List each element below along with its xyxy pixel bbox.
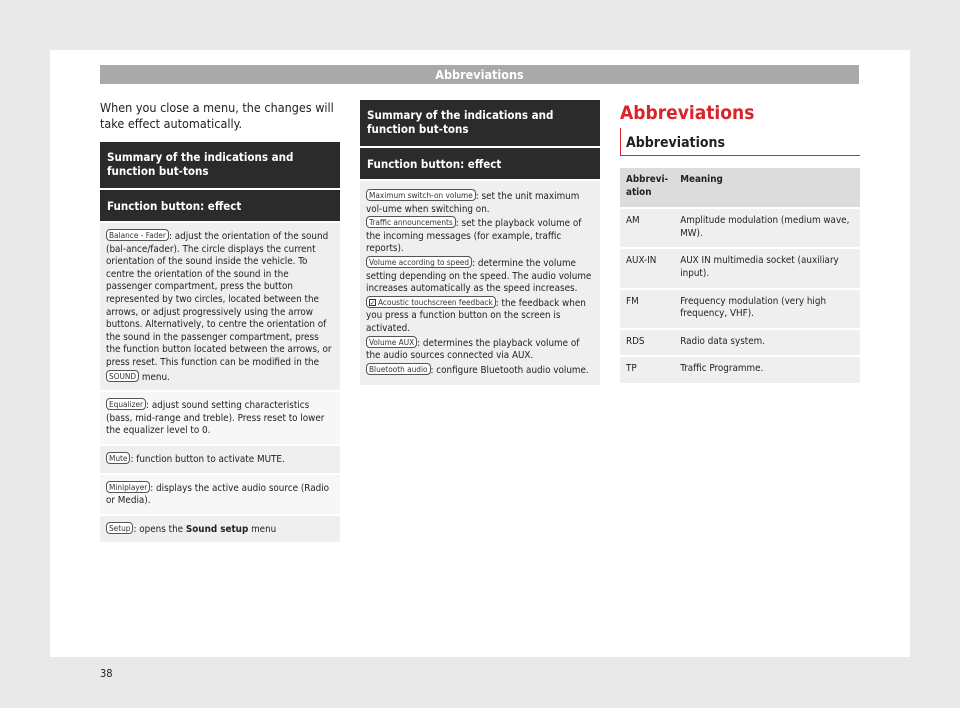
table-row [620, 330, 860, 356]
table-row [620, 209, 860, 247]
function-key-equalizer: Equalizer [106, 398, 146, 410]
bold-term: Sound setup [185, 523, 249, 535]
function-key-miniplayer: Miniplayer [106, 481, 150, 493]
table-cell: Frequency modulation (very high frequency, VHF). [674, 290, 860, 328]
table-row [620, 357, 860, 383]
intro-text: When you close a menu, the changes will take effect automatically. [100, 100, 334, 131]
table-row [620, 249, 860, 287]
summary-box-title: Summary of the indications and function but-tons [100, 142, 340, 188]
section-title: Abbreviations [620, 102, 755, 124]
list-item: Balance - Fader : adjust the orientation of the sound (bal-ance/fader). The circle displays the current orientation of the sound inside the vehicle. To centre the orientation of the sound in the passenger compartment, press the button represented by two circles, located between the arrows, or adjust progressively using the arrow buttons. Alternatively, to centre the orientation of the sound in the passenger compartment, press the function button located between the arrows, or press reset. This function can be modified in the SOUND menu. [100, 223, 340, 390]
function-key-max-volume: Maximum switch-on volume [366, 189, 476, 201]
table-cell: Amplitude modulation (medium wave, MW). [674, 209, 860, 247]
list-item: Setup : opens the Sound setup menu [100, 516, 340, 543]
function-key-volume-speed: Volume according to speed [366, 256, 472, 268]
abbreviations-table [620, 166, 860, 385]
function-key-acoustic-feedback: ✓ Acoustic touchscreen feedback [366, 296, 496, 308]
list-item: Mute : function button to activate MUTE. [100, 446, 340, 473]
function-key-bluetooth: Bluetooth audio [366, 363, 431, 375]
table-row [620, 290, 860, 328]
page-number: 38 [100, 667, 113, 680]
function-key-sound: SOUND [106, 370, 139, 382]
list-item: Maximum switch-on volume : set the unit maximum vol-ume when switching on. Traffic announcements : set the playback volume of the incoming messages (for example, traffic reports). Volume according to speed : determine the volume setting depending on the speed. The audio volume increases automatically as the speed increases. ✓ Acoustic touchscreen feedback : the feedback when you press a function button on the screen is activated. Volume AUX : determines the playback volume of the audio sources connected via AUX. Bluetooth audio : configure Bluetooth audio volume. [360, 181, 600, 385]
column-1 [100, 100, 340, 542]
column-2 [360, 100, 600, 385]
table-cell: Traffic Programme. [674, 357, 860, 383]
function-key-volume-aux: Volume AUX [366, 336, 417, 348]
manual-page [50, 50, 910, 680]
function-key-mute: Mute [106, 452, 130, 464]
table-cell: FM [620, 290, 674, 328]
table-cell: AM [620, 209, 674, 247]
table-cell: Radio data system. [674, 330, 860, 356]
column-3 [620, 100, 860, 385]
list-item: Miniplayer : displays the active audio source (Radio or Media). [100, 475, 340, 514]
summary-box-subtitle: Function button: effect [360, 148, 600, 179]
table-cell: TP [620, 357, 674, 383]
page-header: Abbreviations [100, 65, 859, 84]
summary-box-title: Summary of the indications and function but-tons [360, 100, 600, 146]
table-cell: AUX IN multimedia socket (auxiliary input). [674, 249, 860, 287]
function-key-setup: Setup [106, 522, 133, 534]
list-item: Equalizer : adjust sound setting characteristics (bass, mid-range and treble). Press reset to lower the equalizer level to 0. [100, 392, 340, 444]
summary-box-subtitle: Function button: effect [100, 190, 340, 221]
table-cell: AUX-IN [620, 249, 674, 287]
function-key-traffic: Traffic announcements [366, 216, 456, 228]
table-cell: RDS [620, 330, 674, 356]
table-header: Meaning [674, 168, 860, 207]
checkbox-icon: ✓ [370, 298, 376, 307]
function-key-balance-fader: Balance - Fader [106, 229, 169, 241]
section-subtitle: Abbreviations [620, 128, 860, 156]
table-header: Abbrevi-ation [620, 168, 674, 207]
table-header-row [620, 168, 860, 207]
